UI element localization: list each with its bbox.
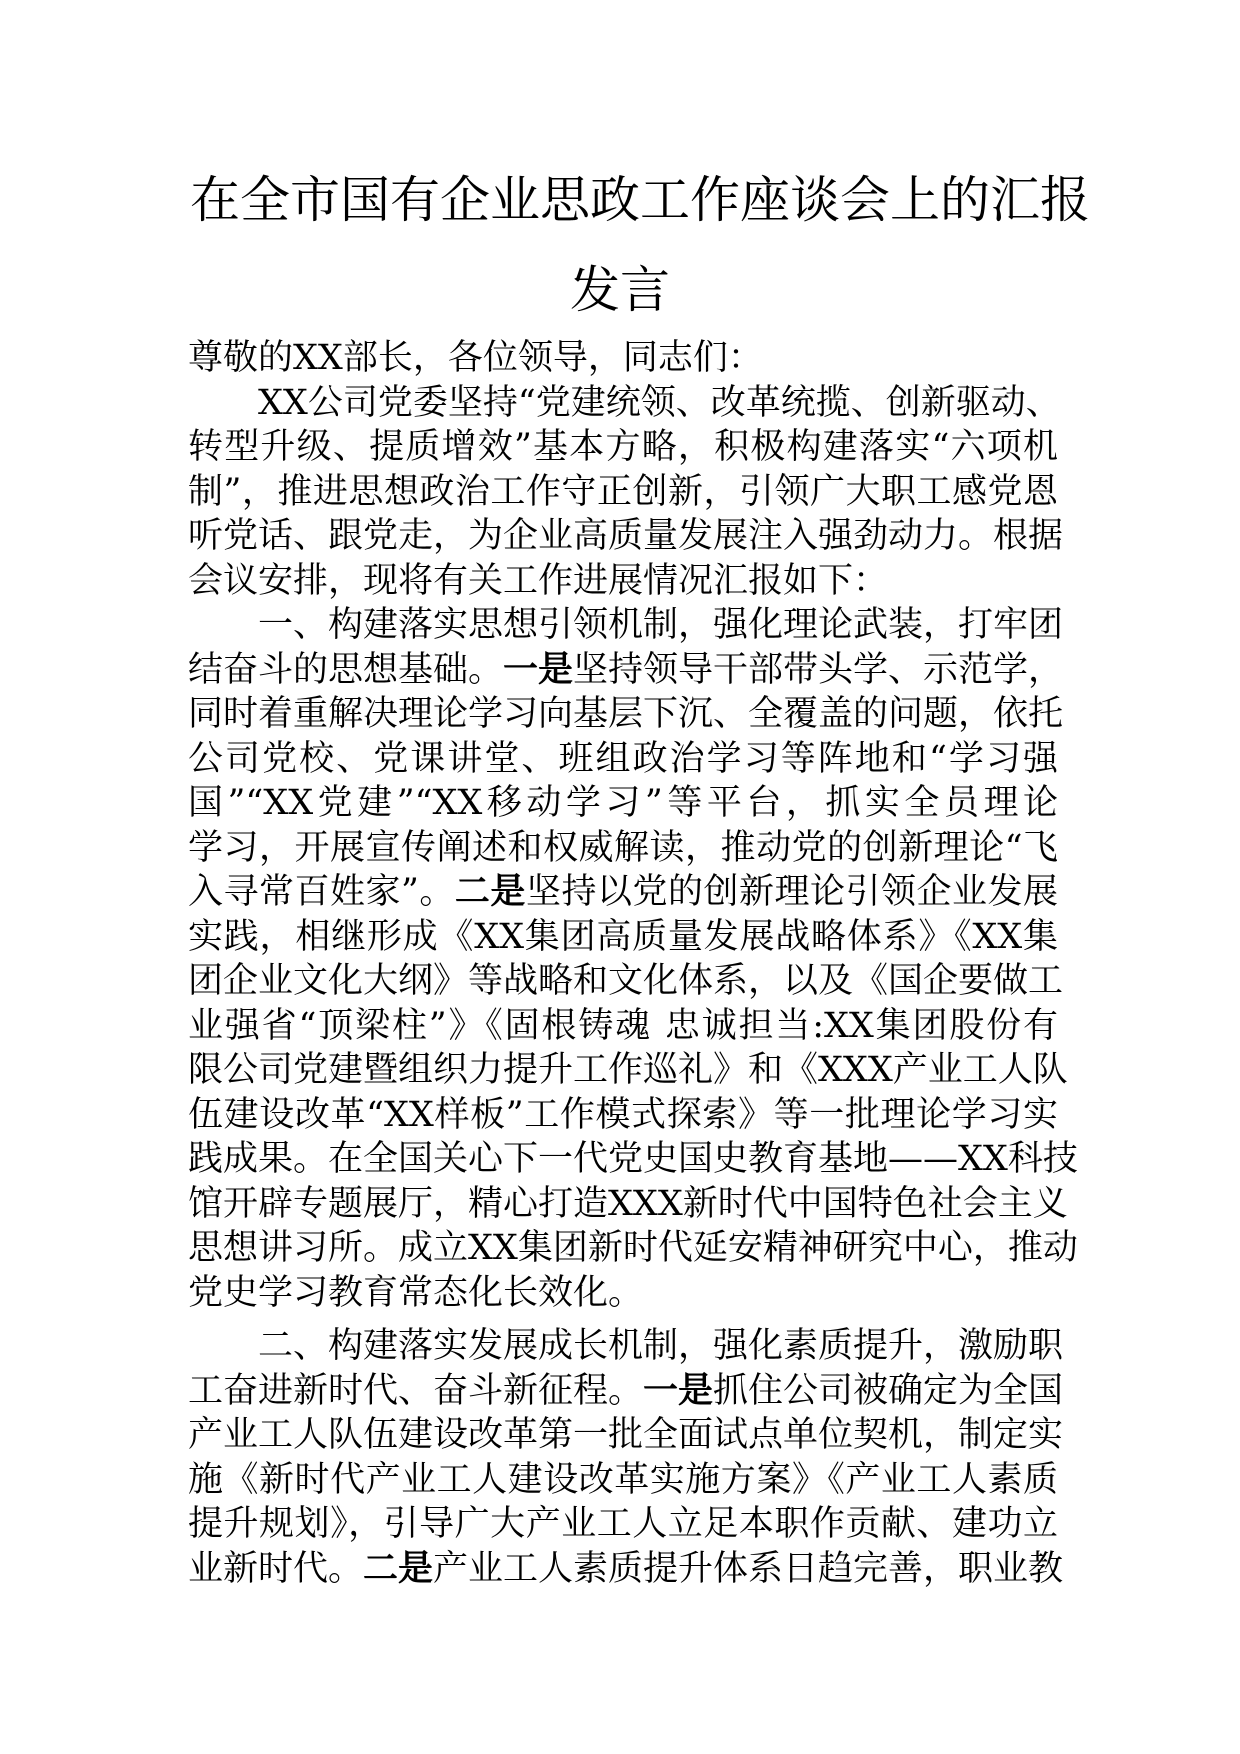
section-1-line: 党史学习教育常态化长效化。 <box>188 1272 644 1313</box>
salutation-text: 尊敬的XX部长，各位领导，同志们： <box>188 338 763 378</box>
section-1-heading-line: 一、构建落实思想引领机制，强化理论武装，打牢团 <box>258 605 1064 645</box>
section-2-text: 产业工人素质提升体系日趋完善，职业教 <box>433 1548 1064 1589</box>
section-2-line: 产业工人队伍建设改革第一批全面试点单位契机，制定实 <box>188 1415 1064 1455</box>
section-1-line: 践成果。在全国关心下一代党史国史教育基地——XX科技 <box>188 1139 1078 1179</box>
intro-line: XX公司党委坚持“党建统领、改革统揽、创新驱动、 <box>258 382 1061 423</box>
section-1-line <box>188 648 1064 693</box>
section-1-line: 伍建设改革“XX样板”工作模式探索》等一批理论学习实 <box>188 1094 1058 1135</box>
section-2-line <box>188 1547 1064 1592</box>
section-1-marker-2: 二是 <box>454 872 526 912</box>
section-1-line: 业强省“顶梁柱”》《固根铸魂 忠诚担当:XX集团股份有 <box>188 1005 1058 1046</box>
document-title-line-2: 发言 <box>570 261 670 319</box>
intro-paragraph <box>188 381 1064 604</box>
section-1-line: 馆开辟专题展厅，精心打造XXX新时代中国特色社会主义 <box>188 1183 1068 1224</box>
section-1-line: 团企业文化大纲》等战略和文化体系，以及《国企要做工 <box>188 961 1064 1001</box>
section-2-heading-line: 二、构建落实发展成长机制，强化素质提升，激励职 <box>258 1326 1064 1366</box>
intro-line: 转型升级、提质增效”基本方略，积极构建落实“六项机 <box>188 427 1058 467</box>
section-1-text: 入寻常百姓家”。 <box>188 872 455 912</box>
intro-line: 制”，推进思想政治工作守正创新，引领广大职工感党恩 <box>188 471 1058 512</box>
section-2-paragraph <box>188 1324 1064 1591</box>
section-2-line: 提升规划》，引导广大产业工人立足本职作贡献、建功立 <box>188 1504 1058 1544</box>
section-2-line: 施《新时代产业工人建设改革实施方案》《产业工人素质 <box>188 1459 1058 1500</box>
salutation <box>188 336 1058 381</box>
document-title-line-1: 在全市国有企业思政工作座谈会上的汇报 <box>190 171 1090 229</box>
section-2-marker-2: 二是 <box>363 1548 434 1589</box>
intro-line: 会议安排，现将有关工作进展情况汇报如下： <box>188 560 889 601</box>
section-2-text: 抓住公司被确定为全国 <box>713 1370 1064 1411</box>
section-1-line <box>188 870 1058 915</box>
section-1-heading-end: 结奋斗的思想基础。 <box>188 649 504 690</box>
section-2-line <box>188 1369 1064 1414</box>
section-1-line: 思想讲习所。成立XX集团新时代延安精神研究中心，推动 <box>188 1228 1078 1268</box>
section-1-paragraph <box>188 603 1078 1315</box>
section-1-line: 公司党校、党课讲堂、班组政治学习等阵地和“学习强 <box>188 738 1058 779</box>
section-1-line: 同时着重解决理论学习向基层下沉、全覆盖的问题，依托 <box>188 694 1064 734</box>
intro-line: 听党话、跟党走，为企业高质量发展注入强劲动力。根据 <box>188 516 1064 556</box>
section-1-marker-1: 一是 <box>503 649 574 690</box>
section-2-heading-end: 工奋进新时代、奋斗新征程。 <box>188 1370 644 1411</box>
section-2-marker-1: 一是 <box>643 1370 714 1411</box>
section-1-line: 实践，相继形成《XX集团高质量发展战略体系》《XX集 <box>188 916 1058 957</box>
section-1-text: 坚持领导干部带头学、示范学， <box>573 649 1064 690</box>
section-1-line: 国”“XX党建”“XX移动学习”等平台，抓实全员理论 <box>188 783 1058 823</box>
section-1-line: 限公司党建暨组织力提升工作巡礼》和《XXX产业工人队 <box>188 1050 1068 1090</box>
section-1-text: 坚持以党的创新理论引领企业发展 <box>525 872 1058 912</box>
section-1-line: 学习，开展宣传阐述和权威解读，推动党的创新理论“飞 <box>188 827 1058 868</box>
document-body <box>188 336 1078 1591</box>
section-2-text: 业新时代。 <box>188 1548 364 1589</box>
